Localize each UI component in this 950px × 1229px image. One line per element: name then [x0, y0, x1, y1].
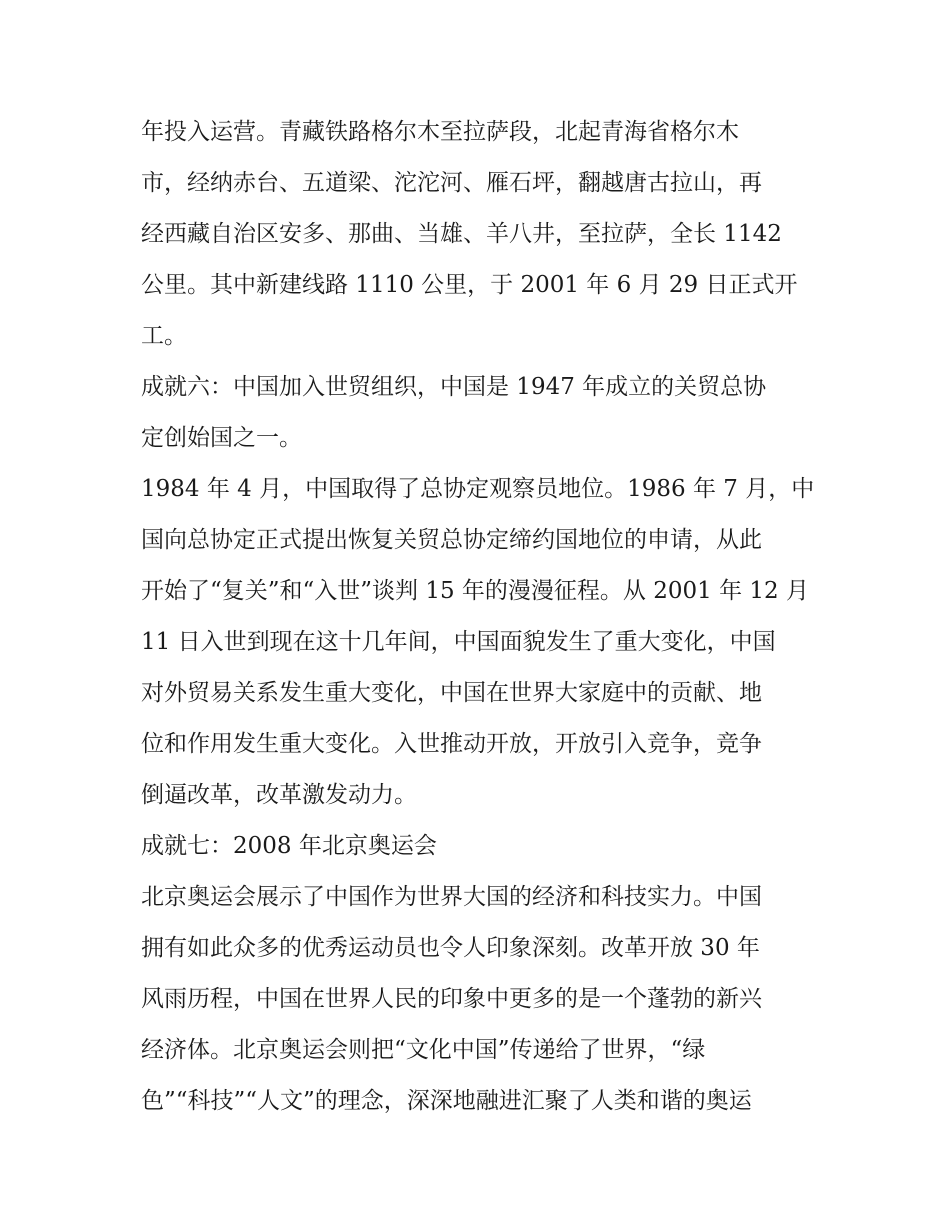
- section-heading: 成就七：2008 年北京奥运会: [141, 833, 437, 859]
- text-line: 公里。其中新建线路 1110 公里，于 2001 年 6 月 29 日正式开: [141, 272, 798, 298]
- text-line: 北京奥运会展示了中国作为世界大国的经济和科技实力。中国: [141, 884, 762, 910]
- text-line: 对外贸易关系发生重大变化，中国在世界大家庭中的贡献、地: [141, 680, 762, 706]
- text-line: 1984 年 4 月，中国取得了总协定观察员地位。1986 年 7 月，中: [141, 476, 815, 502]
- text-line: 工。: [141, 323, 187, 349]
- text-line: 经西藏自治区安多、那曲、当雄、羊八井，至拉萨，全长 1142: [141, 221, 782, 247]
- text-line: 经济体。北京奥运会则把“文化中国”传递给了世界，“绿: [141, 1037, 706, 1063]
- section-heading: 成就六：中国加入世贸组织，中国是 1947 年成立的关贸总协: [141, 374, 767, 400]
- text-line: 定创始国之一。: [141, 425, 302, 451]
- text-line: 11 日入世到现在这十几年间，中国面貌发生了重大变化，中国: [141, 629, 776, 655]
- text-line: 倒逼改革，改革激发动力。: [141, 782, 417, 808]
- text-line: 拥有如此众多的优秀运动员也令人印象深刻。改革开放 30 年: [141, 935, 760, 961]
- text-line: 风雨历程，中国在世界人民的印象中更多的是一个蓬勃的新兴: [141, 986, 762, 1012]
- text-line: 开始了“复关”和“入世”谈判 15 年的漫漫征程。从 2001 年 12 月: [141, 578, 809, 604]
- text-line: 年投入运营。青藏铁路格尔木至拉萨段，北起青海省格尔木: [141, 119, 739, 145]
- text-line: 位和作用发生重大变化。入世推动开放，开放引入竞争，竞争: [141, 731, 762, 757]
- text-line: 市，经纳赤台、五道梁、沱沱河、雁石坪，翻越唐古拉山，再: [141, 170, 762, 196]
- text-line: 色”“科技”“人文”的理念，深深地融进汇聚了人类和谐的奥运: [141, 1088, 752, 1114]
- document-body: [141, 107, 821, 1127]
- text-line: 国向总协定正式提出恢复关贸总协定缔约国地位的申请，从此: [141, 527, 762, 553]
